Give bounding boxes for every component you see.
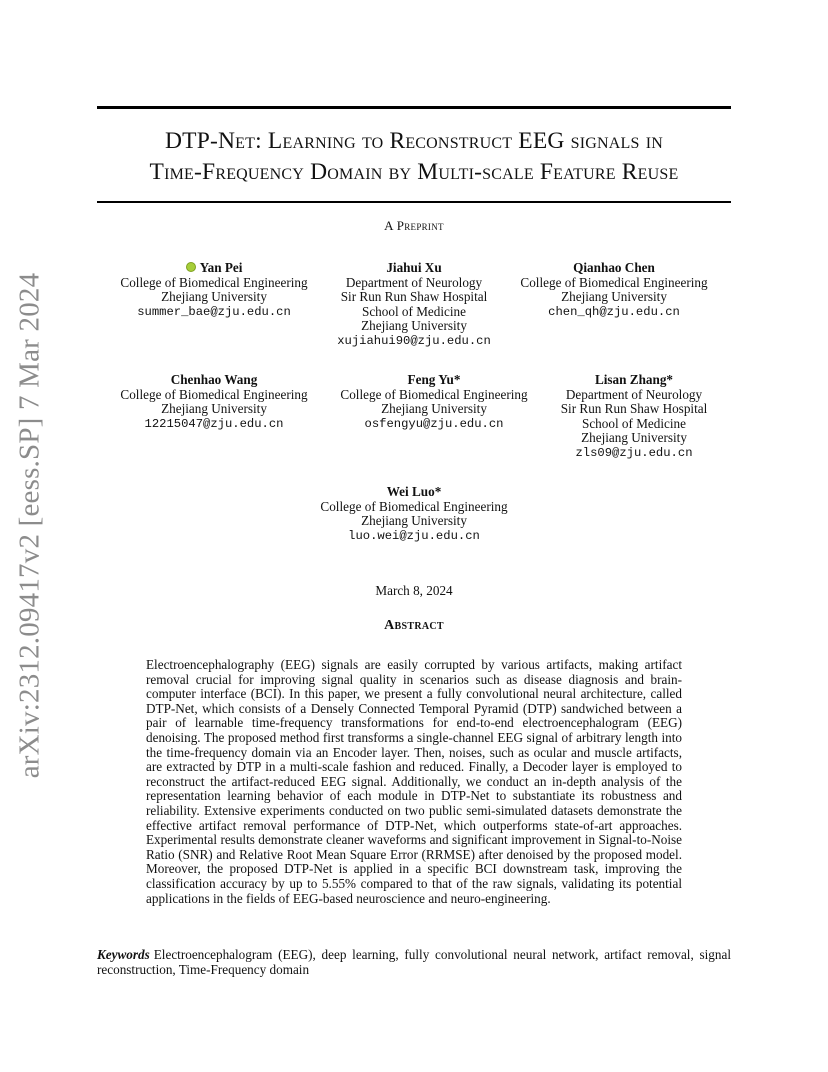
orcid-icon[interactable] bbox=[186, 262, 196, 272]
keywords-label: Keywords bbox=[97, 947, 150, 962]
arxiv-identifier bbox=[10, 272, 50, 778]
author-block bbox=[499, 261, 729, 319]
paper-title-line-2: Time-Frequency Domain by Multi-scale Feature Reuse bbox=[149, 159, 679, 185]
author-affiliation: Zhejiang University bbox=[361, 513, 467, 529]
keywords-text: Electroencephalogram (EEG), deep learning, fully convolutional neural network, artifact removal, signal reconstruction, Time-Frequency domain bbox=[97, 947, 731, 977]
paper-date: March 8, 2024 bbox=[375, 583, 453, 598]
preprint-label: A Preprint bbox=[384, 218, 444, 233]
author-affiliation: Zhejiang University bbox=[581, 430, 687, 446]
author-email[interactable]: zls09@zju.edu.cn bbox=[575, 445, 693, 460]
title-rule-bottom bbox=[97, 201, 731, 203]
author-affiliation: School of Medicine bbox=[361, 303, 466, 319]
author-affiliation: Zhejiang University bbox=[361, 318, 467, 334]
author-email[interactable]: 12215047@zju.edu.cn bbox=[144, 416, 284, 431]
author-block bbox=[299, 261, 529, 349]
author-affiliation: Sir Run Run Shaw Hospital bbox=[340, 289, 488, 305]
author-name-row bbox=[99, 261, 329, 276]
arxiv-identifier-text: arXiv:2312.09417v2 [eess.SP] 7 Mar 2024 bbox=[13, 272, 46, 778]
author-affiliation: Department of Neurology bbox=[565, 386, 703, 402]
author-email[interactable]: chen_qh@zju.edu.cn bbox=[548, 304, 680, 319]
abstract-heading: Abstract bbox=[384, 618, 444, 633]
author-name: Lisan Zhang* bbox=[594, 372, 674, 387]
author-affiliation: Zhejiang University bbox=[161, 289, 267, 305]
keywords-block bbox=[97, 947, 731, 977]
author-block bbox=[299, 485, 529, 543]
author-affiliation: Zhejiang University bbox=[161, 401, 267, 417]
abstract-body: Electroencephalography (EEG) signals are easily corrupted by various artifacts, making artifact removal crucial for improving signal quality in scenarios such as disease diagnosis and brain-computer interface (BCI). In this paper, we present a fully convolutional neural architecture, called DTP-Net, which consists of a Densely Connected Temporal Pyramid (DTP) sandwiched between a pair of learnable time-frequency transformations for end-to-end electroencephalogram (EEG) denoising. The proposed method first transforms a single-channel EEG signal of arbitrary length into the time-frequency domain via an Encoder layer. Then, noises, such as ocular and muscle artifacts, are extracted by DTP in a multi-scale fashion and reduced. Finally, a Decoder layer is employed to reconstruct the artifact-reduced EEG signal. Additionally, we conduct an in-depth analysis of the representation learning behavior of each module in DTP-Net to substantiate its robustness and reliability. Extensive experiments conducted on two public semi-simulated datasets demonstrate the effective artifact removal performance of DTP-Net, which outperforms state-of-art approaches. Experimental results demonstrate cleaner waveforms and significant improvement in Signal-to-Noise Ratio (SNR) and Relative Root Mean Square Error (RRMSE) after denoised by the proposed model. Moreover, the proposed DTP-Net is applied in a specific BCI downstream task, improving the classification accuracy by up to 5.55% compared to that of the raw signals, validating its potential applications in the fields of EEG-based neuroscience and neuro-engineering. bbox=[146, 657, 682, 906]
author-affiliation: Sir Run Run Shaw Hospital bbox=[560, 401, 708, 417]
author-affiliation: Zhejiang University bbox=[381, 401, 487, 417]
title-rule-top bbox=[97, 106, 731, 109]
author-affiliation: School of Medicine bbox=[581, 415, 686, 431]
author-name: Jiahui Xu bbox=[386, 260, 442, 275]
author-name: Chenhao Wang bbox=[170, 372, 258, 387]
author-affiliation: College of Biomedical Engineering bbox=[340, 386, 528, 402]
author-email[interactable]: osfengyu@zju.edu.cn bbox=[364, 416, 504, 431]
author-affiliation: College of Biomedical Engineering bbox=[320, 498, 508, 514]
author-name: Feng Yu* bbox=[407, 372, 461, 387]
author-affiliation: College of Biomedical Engineering bbox=[120, 386, 308, 402]
author-affiliation: Department of Neurology bbox=[345, 274, 483, 290]
author-block bbox=[519, 373, 749, 461]
paper-title-line-1: DTP-Net: Learning to Reconstruct EEG signals in bbox=[164, 128, 663, 154]
paper-title bbox=[97, 126, 731, 188]
author-block bbox=[99, 261, 329, 319]
author-email[interactable]: luo.wei@zju.edu.cn bbox=[348, 528, 480, 543]
author-affiliation: College of Biomedical Engineering bbox=[520, 274, 708, 290]
author-block bbox=[99, 373, 329, 431]
author-name: Qianhao Chen bbox=[573, 260, 655, 275]
author-name: Yan Pei bbox=[199, 260, 243, 275]
author-affiliation: Zhejiang University bbox=[561, 289, 667, 305]
author-name: Wei Luo* bbox=[386, 484, 442, 499]
author-affiliation: College of Biomedical Engineering bbox=[120, 274, 308, 290]
author-block bbox=[319, 373, 549, 431]
author-email[interactable]: xujiahui90@zju.edu.cn bbox=[337, 333, 491, 348]
author-email[interactable]: summer_bae@zju.edu.cn bbox=[137, 304, 291, 319]
